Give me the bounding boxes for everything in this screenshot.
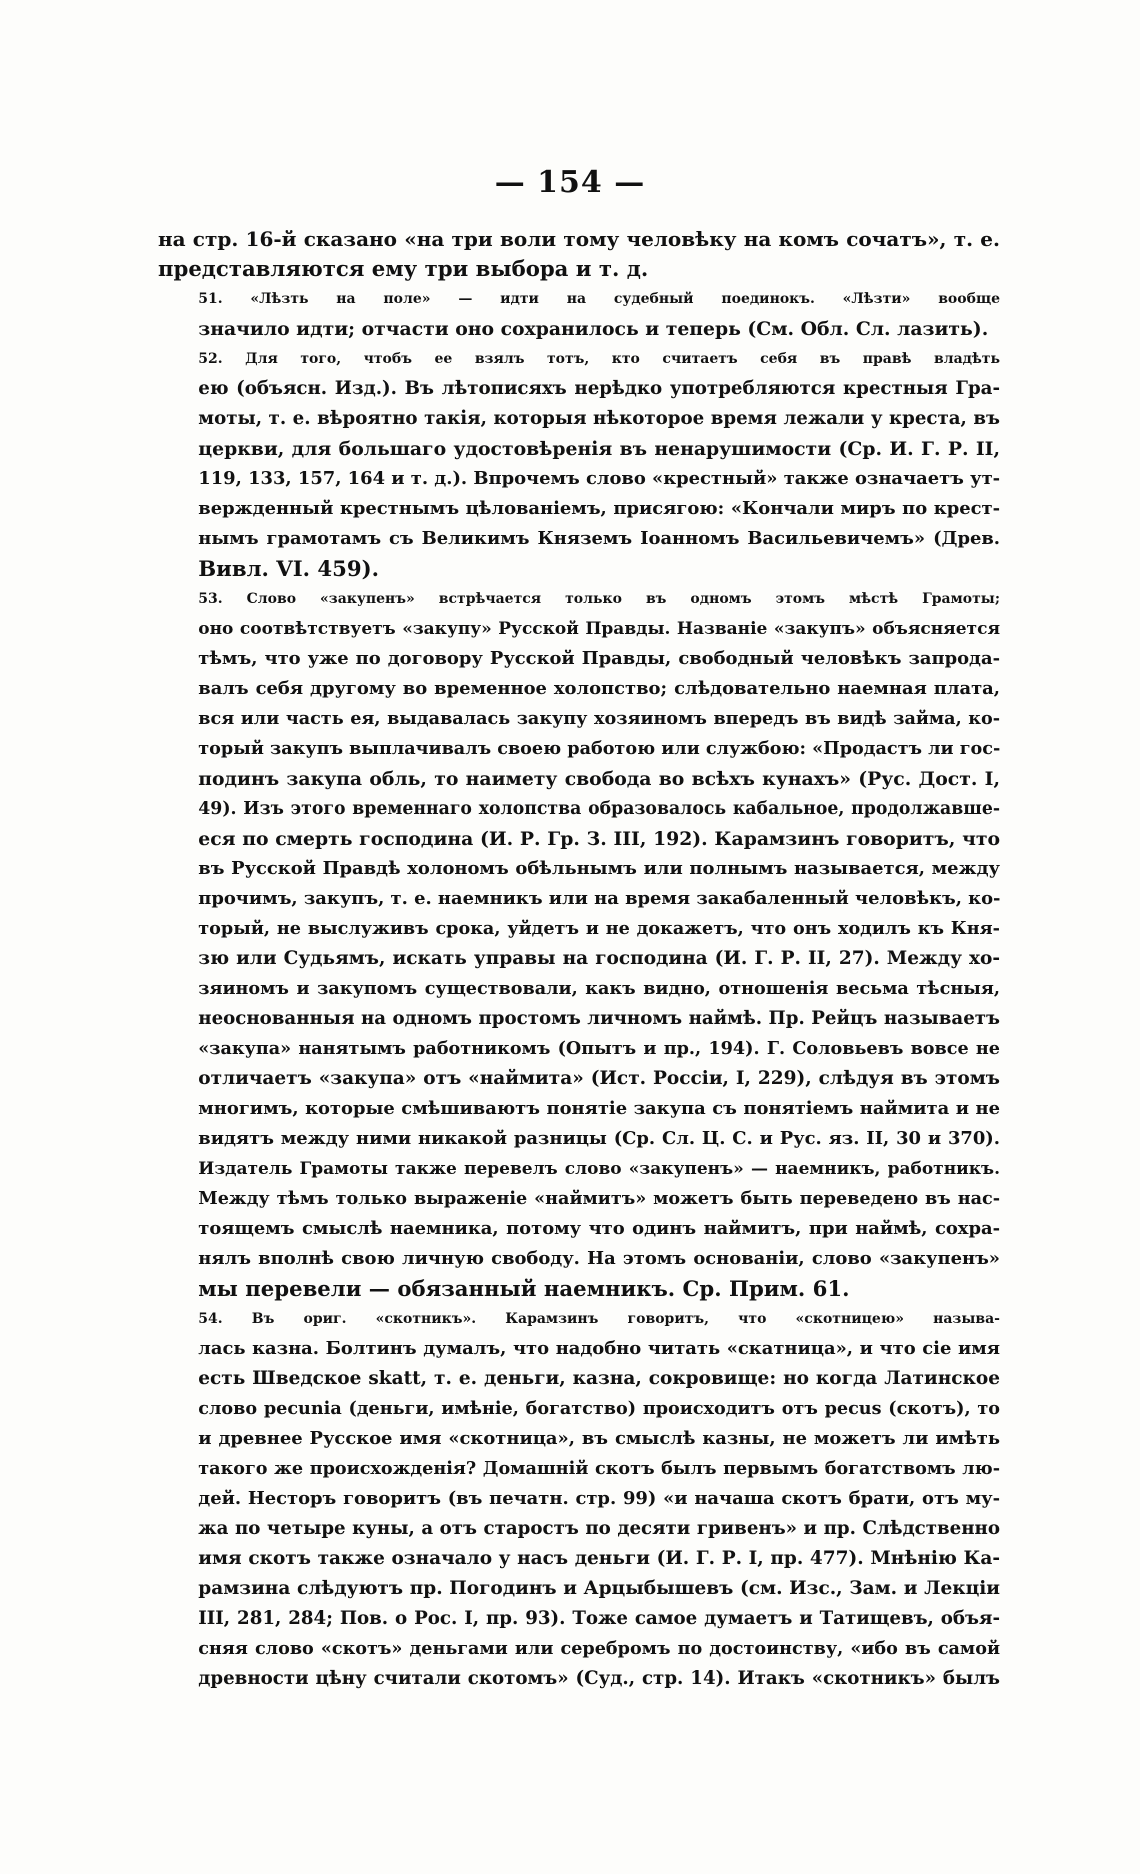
text-line: сняя слово «скотъ» деньгами или серебромъ по достоинству, «ибо въ самой <box>198 1638 1000 1659</box>
page-number: — 154 — <box>494 165 646 200</box>
text-line: вся или часть ея, выдавалась закупу хозяиномъ впередъ въ видѣ займа, ко- <box>198 708 1000 729</box>
text-line: есть Шведское skatt, т. е. деньги, казна, сокровище: но когда Латинское <box>198 1368 1000 1389</box>
text-line: въ Русской Правдѣ холономъ обѣльнымъ или полнымъ называется, между <box>198 858 1000 879</box>
text-line: III, 281, 284; Пов. о Рос. I, пр. 93). Тоже самое думаетъ и Татищевъ, объя- <box>198 1608 1000 1629</box>
text-line: 52. Для того, чтобъ ее взялъ тотъ, кто считаетъ себя въ правѣ владѣть <box>198 351 1000 367</box>
text-line: торый, не выслуживъ срока, уйдетъ и не докажетъ, что онъ ходилъ къ Кня- <box>198 918 1000 939</box>
text-line: и древнее Русское имя «скотница», въ смыслѣ казны, не можетъ ли имѣть <box>198 1428 1000 1449</box>
text-line: слово pecunia (деньги, имѣніе, богатство) происходитъ отъ pecus (скотъ), то <box>198 1398 1000 1419</box>
text-line: лась казна. Болтинъ думалъ, что надобно читать «скатница», и что сіе имя <box>198 1338 1000 1359</box>
text-line: такого же происхожденія? Домашній скотъ былъ первымъ богатствомъ лю- <box>198 1458 1000 1479</box>
text-line: валъ себя другому во временное холопство; слѣдовательно наемная плата, <box>198 678 1000 699</box>
text-line: дей. Несторъ говоритъ (въ печатн. стр. 99) «и начаша скотъ брати, отъ му- <box>198 1488 1000 1509</box>
note-51 <box>158 284 1000 344</box>
text-line: 119, 133, 157, 164 и т. д.). Впрочемъ слово «крестный» также означаетъ ут- <box>198 468 1001 489</box>
text-line: зяиномъ и закупомъ существовали, какъ видно, отношенія весьма тѣсныя, <box>198 978 1000 999</box>
text-line: торый закупъ выплачивалъ своею работою или службою: «Продастъ ли гос- <box>198 738 1001 759</box>
text-line: видятъ между ними никакой разницы (Ср. Сл. Ц. С. и Рус. яз. II, 30 и 370). <box>198 1128 1000 1149</box>
text-line: нялъ вполнѣ свою личную свободу. На этомъ основаніи, слово «закупенъ» <box>198 1248 1000 1269</box>
text-line: зю или Судьямъ, искать управы на господина (И. Г. Р. II, 27). Между хо- <box>198 948 1000 969</box>
text-line: нымъ грамотамъ съ Великимъ Княземъ Іоанномъ Васильевичемъ» (Древ. <box>198 528 1000 549</box>
footnote-text-block <box>158 224 1000 1694</box>
text-line: Вивл. VI. 459). <box>198 556 380 581</box>
text-line: мы перевели — обязанный наемникъ. Ср. Прим. 61. <box>198 1276 850 1301</box>
text-line: прочимъ, закупъ, т. е. наемникъ или на время закабаленный человѣкъ, ко- <box>198 888 1001 909</box>
text-line: моты, т. е. вѣроятно такія, которыя нѣкоторое время лежали у креста, въ <box>198 408 1000 429</box>
text-line: подинъ закупа обль, то наимету свобода во всѣхъ кунахъ» (Рус. Дост. I, <box>198 768 1000 790</box>
continued-paragraph <box>158 224 1000 284</box>
text-line: тѣмъ, что уже по договору Русской Правды, свободный человѣкъ запрода- <box>198 648 1000 669</box>
text-line: многимъ, которые смѣшиваютъ понятіе закупа съ понятіемъ наймита и не <box>198 1098 1000 1119</box>
text-line: ею (объясн. Изд.). Въ лѣтописяхъ нерѣдко употребляются крестныя Гра- <box>198 378 1000 399</box>
text-line: оно соотвѣтствуетъ «закупу» Русской Правды. Названіе «закупъ» объясняется <box>198 619 1000 639</box>
text-line: 51. «Лѣзть на поле» — идти на судебный поединокъ. «Лѣзти» вообще <box>198 291 1000 307</box>
text-line: церкви, для большаго удостовѣренія въ ненарушимости (Ср. И. Г. Р. II, <box>198 438 1000 460</box>
text-line: Между тѣмъ только выраженіе «наймитъ» можетъ быть переведено въ нас- <box>198 1188 1000 1209</box>
note-54 <box>158 1304 1000 1694</box>
text-line: тоящемъ смыслѣ наемника, потому что одинъ наймитъ, при наймѣ, сохра- <box>198 1218 1000 1239</box>
text-line: 49). Изъ этого временнаго холопства образовалось кабальное, продолжавше- <box>198 799 1000 819</box>
text-line: жа по четыре куны, а отъ старостъ по десяти гривенъ» и пр. Слѣдственно <box>198 1518 1000 1539</box>
text-line: неоснованныя на одномъ простомъ личномъ наймѣ. Пр. Рейцъ называетъ <box>198 1008 1000 1029</box>
text-line: «закупа» нанятымъ работникомъ (Опытъ и пр., 194). Г. Соловьевъ вовсе не <box>198 1038 1000 1059</box>
text-line: представляются ему три выбора и т. д. <box>158 256 649 281</box>
text-line: отличаетъ «закупа» отъ «наймита» (Ист. Россіи, I, 229), слѣдуя въ этомъ <box>198 1068 1000 1089</box>
text-line: имя скотъ также означало у насъ деньги (И. Г. Р. I, пр. 477). Мнѣнію Ка- <box>198 1548 1000 1569</box>
text-line: 53. Слово «закупенъ» встрѣчается только въ одномъ этомъ мѣстѣ Грамоты; <box>198 591 1000 607</box>
text-line: значило идти; отчасти оно сохранилось и теперь (См. Обл. Сл. лазить). <box>198 318 989 340</box>
text-line: древности цѣну считали скотомъ» (Суд., стр. 14). Итакъ «скотникъ» былъ <box>198 1668 1000 1689</box>
text-line: вержденный крестнымъ цѣлованіемъ, присягою: «Кончали миръ по крест- <box>198 498 1000 519</box>
text-line: еся по смерть господина (И. Р. Гр. З. III, 192). Карамзинъ говоритъ, что <box>198 828 1000 850</box>
text-line: Издатель Грамоты также перевелъ слово «закупенъ» — наемникъ, работникъ. <box>198 1159 1000 1179</box>
note-52 <box>158 344 1000 584</box>
text-line: рамзина слѣдуютъ пр. Погодинъ и Арцыбышевъ (см. Изс., Зам. и Лекціи <box>198 1578 1000 1599</box>
note-53 <box>158 584 1000 1304</box>
text-line: на стр. 16-й сказано «на три воли тому человѣку на комъ сочатъ», т. е. <box>158 227 1000 251</box>
text-line: 54. Въ ориг. «скотникъ». Карамзинъ говоритъ, что «скотницею» называ- <box>198 1311 1000 1327</box>
